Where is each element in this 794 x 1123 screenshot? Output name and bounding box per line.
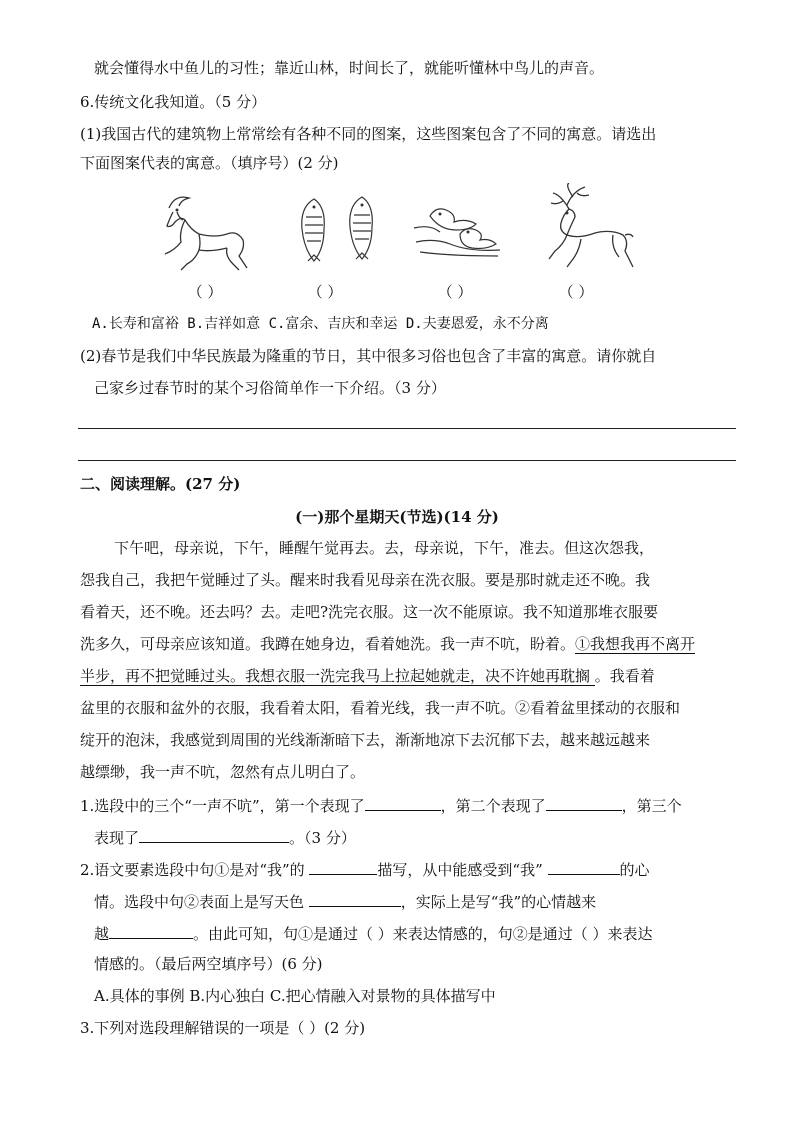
passage-line bbox=[80, 666, 655, 686]
fill-blank[interactable] bbox=[139, 826, 289, 843]
question-1-line bbox=[80, 794, 682, 816]
section-2-heading: 二、阅读理解。(27 分) bbox=[80, 475, 241, 493]
fill-blank[interactable] bbox=[309, 890, 401, 907]
text-line: 就会懂得水中鱼儿的习性；靠近山林，时间长了，就能听懂林中鸟儿的声音。 bbox=[94, 59, 605, 77]
question-2-line bbox=[94, 890, 596, 912]
question-6-1-line: (1)我国古代的建筑物上常常绘有各种不同的图案，这些图案包含了不同的寓意。请选出 bbox=[80, 125, 657, 143]
passage-line: 越缥缈，我一声不吭，忽然有点儿明白了。 bbox=[80, 763, 366, 781]
answer-paren-2[interactable]: （ ） bbox=[307, 283, 343, 301]
question-2-line: 情感的。（最后两空填序号）(6 分) bbox=[94, 955, 323, 973]
mandarin-ducks-icon bbox=[410, 198, 505, 258]
sentence-1-underlined: ①我想我再不离开 bbox=[575, 635, 696, 653]
question-6-2-line: 己家乡过春节时的某个习俗简单作一下介绍。（3 分） bbox=[94, 379, 446, 397]
sentence-1-underlined: 半步，再不把觉睡过头。我想衣服一洗完我马上拉起她就走，决不许她再耽搁 bbox=[80, 667, 595, 685]
passage-line: 下午吧，母亲说，下午，睡醒午觉再去。去，母亲说，下午，准去。但这次怨我， bbox=[114, 539, 655, 557]
question-2-text: 情。选段中句②表面上是写天色 bbox=[94, 893, 309, 911]
question-6-title: 6.传统文化我知道。（5 分） bbox=[80, 93, 267, 111]
pattern-options: A.长寿和富裕 B.吉祥如意 C.富余、吉庆和幸运 D.夫妻恩爱，永不分离 bbox=[92, 316, 549, 332]
fill-blank[interactable] bbox=[309, 858, 377, 875]
passage-text: 。我看着 bbox=[594, 667, 655, 685]
question-6-2-line: (2)春节是我们中华民族最为隆重的节日，其中很多习俗也包含了丰富的寓意。请你就自 bbox=[80, 347, 657, 365]
question-1-line bbox=[94, 826, 356, 848]
passage-title: (一)那个星期天(节选)(14 分) bbox=[295, 508, 499, 526]
question-1-text: 。（3 分） bbox=[289, 829, 356, 847]
question-2-text: 。由此可知，句①是通过（ ）来表达情感的，句②是通过（ ）来表达 bbox=[193, 925, 653, 943]
fill-blank[interactable] bbox=[109, 922, 193, 939]
question-1-text: 1.选段中的三个“一声不吭”，第一个表现了 bbox=[80, 797, 365, 815]
fill-blank[interactable] bbox=[548, 858, 620, 875]
answer-paren-4[interactable]: （ ） bbox=[558, 283, 594, 301]
question-2-line bbox=[94, 922, 653, 944]
question-2-text: 的心 bbox=[619, 861, 650, 879]
passage-line: 怨我自己，我把午觉睡过了头。醒来时我看见母亲在洗衣服。要是那时就走还不晚。我 bbox=[80, 571, 651, 589]
question-1-text: 表现了 bbox=[94, 829, 140, 847]
question-2-text: 描写，从中能感受到“我” bbox=[377, 861, 548, 879]
question-2-line bbox=[80, 858, 650, 880]
question-1-text: ，第二个表现了 bbox=[440, 797, 546, 815]
passage-line: 看着天，还不晚。还去吗？去。走吧?洗完衣服。这一次不能原谅。我不知道那堆衣服要 bbox=[80, 603, 659, 621]
passage-line: 盆里的衣服和盆外的衣服，我看着太阳，看着光线，我一声不吭。②看着盆里揉动的衣服和 bbox=[80, 699, 681, 717]
goat-icon bbox=[155, 190, 255, 275]
question-2-options: A.具体的事例 B.内心独白 C.把心情融入对景物的具体描写中 bbox=[94, 987, 496, 1005]
question-1-text: ，第三个 bbox=[621, 797, 682, 815]
passage-text: 洗多久，可母亲应该知道。我蹲在她身边，看着她洗。我一声不吭，盼着。 bbox=[80, 635, 576, 653]
fill-blank[interactable] bbox=[546, 794, 622, 811]
question-3-line: 3.下列对选段理解错误的一项是（ ）(2 分) bbox=[80, 1019, 366, 1037]
question-2-text: 越 bbox=[94, 925, 110, 943]
question-2-text: ，实际上是写“我”的心情越来 bbox=[400, 893, 597, 911]
passage-line bbox=[80, 634, 695, 654]
answer-line[interactable] bbox=[78, 460, 736, 461]
answer-paren-1[interactable]: （ ） bbox=[187, 283, 223, 301]
question-2-text: 2.语文要素选段中句①是对“我”的 bbox=[80, 861, 310, 879]
deer-icon bbox=[545, 183, 640, 273]
fish-pair-icon bbox=[292, 193, 387, 268]
answer-paren-3[interactable]: （ ） bbox=[437, 283, 473, 301]
question-6-1-line: 下面图案代表的寓意。（填序号）(2 分) bbox=[80, 154, 339, 172]
passage-line: 绽开的泡沫，我感觉到周围的光线渐渐暗下去，渐渐地凉下去沉郁下去，越来越远越来 bbox=[80, 731, 651, 749]
fill-blank[interactable] bbox=[365, 794, 441, 811]
answer-line[interactable] bbox=[78, 428, 736, 429]
